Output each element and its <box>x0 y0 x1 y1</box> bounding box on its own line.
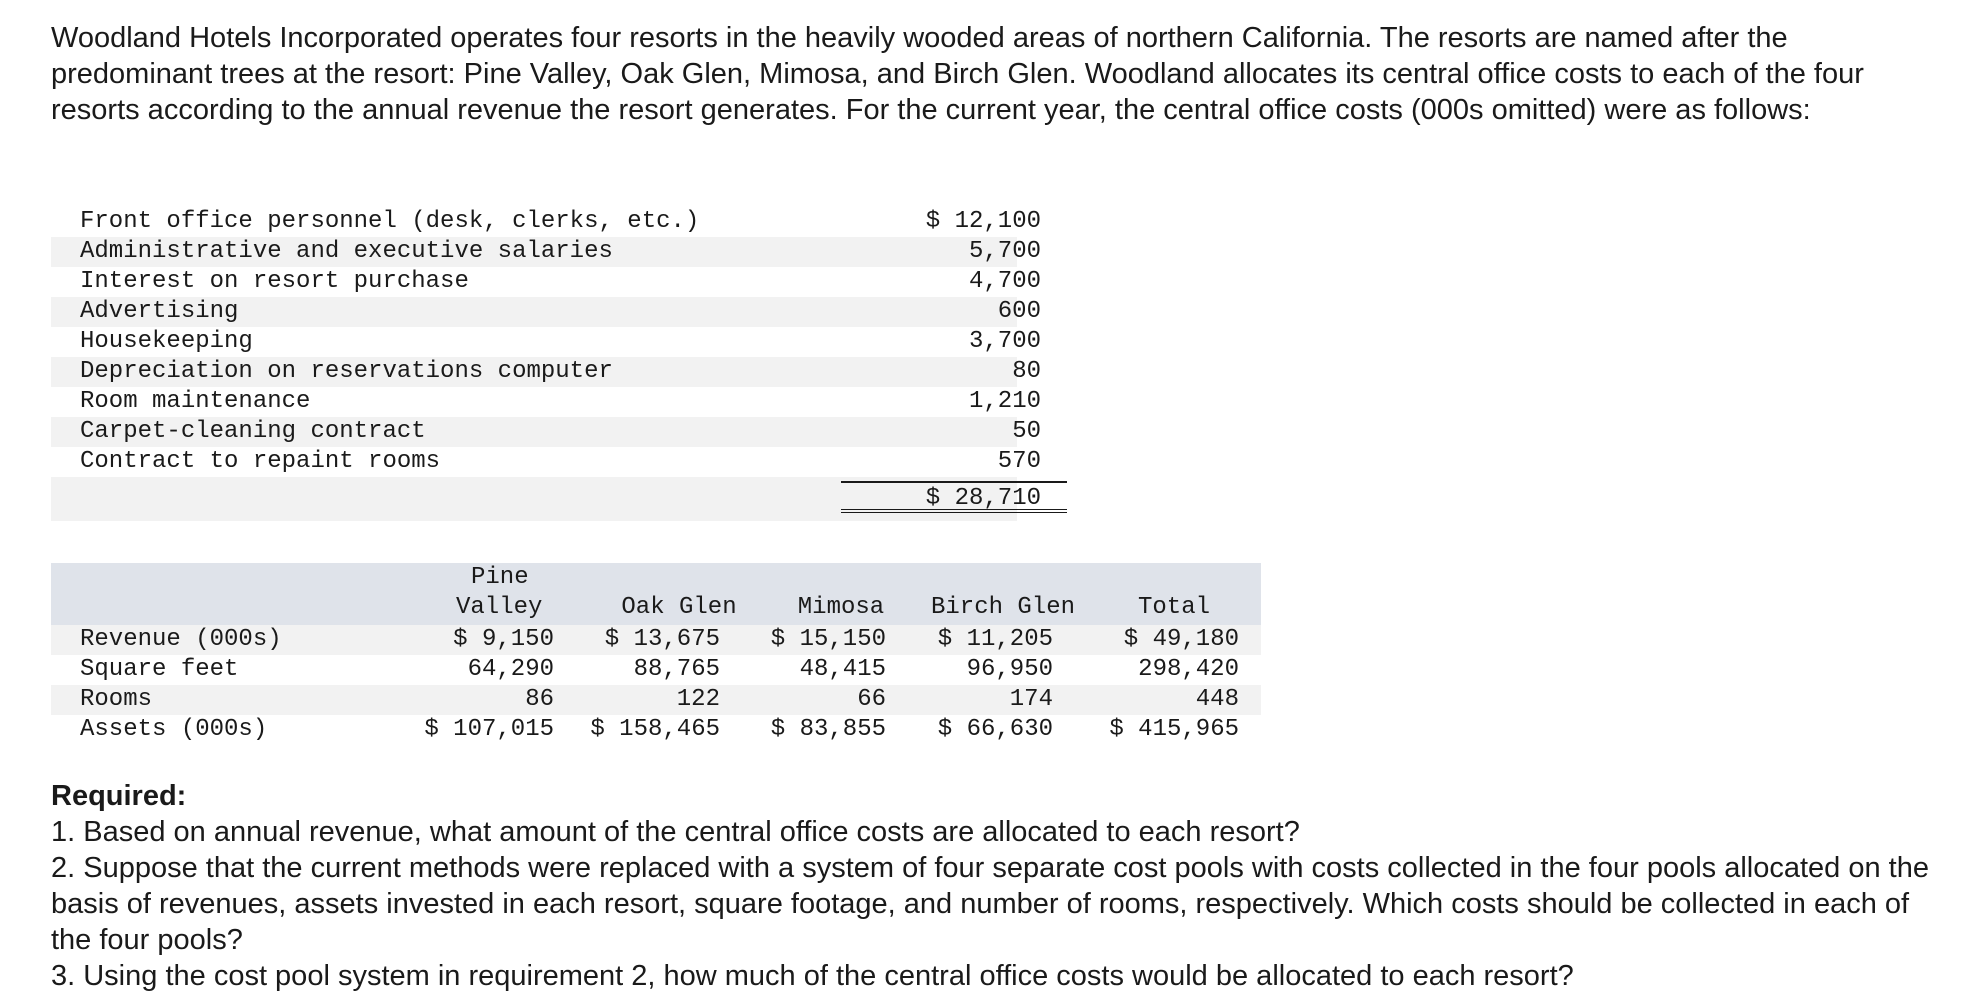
cost-amount: $ 12,100 <box>925 208 1041 235</box>
oak-value: $ 158,465 <box>590 716 720 743</box>
cost-amount: 4,700 <box>968 268 1041 295</box>
required-section <box>51 778 1941 994</box>
cost-amount: 50 <box>1012 418 1041 445</box>
cost-amount: 3,700 <box>968 328 1041 355</box>
cost-label: Carpet-cleaning contract <box>80 418 426 445</box>
header-birch-glen: Birch Glen <box>930 594 1076 621</box>
pine-value: 86 <box>525 686 554 713</box>
cost-label: Housekeeping <box>80 328 253 355</box>
header-mimosa: Mimosa <box>797 594 885 621</box>
birch-value: $ 66,630 <box>937 716 1053 743</box>
total-value: 298,420 <box>1138 656 1239 683</box>
resort-table-header <box>51 563 1261 625</box>
row-label: Revenue (000s) <box>80 626 282 653</box>
oak-value: 88,765 <box>633 656 720 683</box>
requirement-1: 1. Based on annual revenue, what amount of the central office costs are allocated to each resort? <box>51 816 1300 848</box>
cost-label: Room maintenance <box>80 388 311 415</box>
cost-label: Front office personnel (desk, clerks, etc.) <box>80 208 700 235</box>
requirement-3: 3. Using the cost pool system in requirement 2, how much of the central office costs would be allocated to each resort? <box>51 960 1574 992</box>
total-value: 448 <box>1195 686 1239 713</box>
central-office-costs-table <box>51 207 1041 521</box>
cost-amount: 570 <box>997 448 1041 475</box>
resort-row <box>51 715 1261 745</box>
cost-total: $ 28,710 <box>925 485 1041 512</box>
requirement-2: 2. Suppose that the current methods were replaced with a system of four separate cost pools with costs collected in the four pools allocated on the basis of revenues, assets invested in each resort, square footage, and number of rooms, respectively. Which costs should be collected in each of the four pools? <box>51 852 1929 956</box>
cost-label: Depreciation on reservations computer <box>80 358 613 385</box>
oak-value: $ 13,675 <box>604 626 720 653</box>
cost-amount: 600 <box>997 298 1041 325</box>
cost-row <box>51 357 1041 387</box>
cost-label: Interest on resort purchase <box>80 268 469 295</box>
cost-row <box>51 207 1041 237</box>
required-title: Required: <box>51 780 187 812</box>
header-pine-line1: Pine <box>471 564 529 591</box>
birch-value: 174 <box>1009 686 1053 713</box>
header-pine-line2: Valley <box>456 594 543 621</box>
pine-value: 64,290 <box>467 656 554 683</box>
cost-total-row <box>51 477 1041 521</box>
total-value: $ 49,180 <box>1123 626 1239 653</box>
cost-label: Contract to repaint rooms <box>80 448 441 475</box>
row-label: Rooms <box>80 686 153 713</box>
pine-value: $ 107,015 <box>424 716 554 743</box>
oak-value: 122 <box>676 686 720 713</box>
cost-row <box>51 297 1041 327</box>
cost-row <box>51 237 1041 267</box>
cost-label: Administrative and executive salaries <box>80 238 613 265</box>
cost-amount: 5,700 <box>968 238 1041 265</box>
cost-label: Advertising <box>80 298 239 325</box>
birch-value: $ 11,205 <box>937 626 1053 653</box>
header-oak-glen: Oak Glen <box>621 594 737 621</box>
cost-row <box>51 387 1041 417</box>
mimosa-value: 66 <box>857 686 886 713</box>
resort-row <box>51 625 1261 655</box>
resort-data-table <box>51 563 1261 745</box>
row-label: Square feet <box>80 656 239 683</box>
mimosa-value: $ 83,855 <box>770 716 886 743</box>
mimosa-value: $ 15,150 <box>770 626 886 653</box>
cost-amount: 1,210 <box>968 388 1041 415</box>
pine-value: $ 9,150 <box>453 626 554 653</box>
birch-value: 96,950 <box>966 656 1053 683</box>
cost-row <box>51 267 1041 297</box>
cost-row <box>51 327 1041 357</box>
resort-row <box>51 685 1261 715</box>
header-total: Total <box>1137 594 1210 621</box>
cost-row <box>51 447 1041 477</box>
cost-amount: 80 <box>1012 358 1041 385</box>
mimosa-value: 48,415 <box>799 656 886 683</box>
cost-row <box>51 417 1041 447</box>
row-label: Assets (000s) <box>80 716 268 743</box>
total-value: $ 415,965 <box>1109 716 1239 743</box>
resort-row <box>51 655 1261 685</box>
problem-intro: Woodland Hotels Incorporated operates four resorts in the heavily wooded areas of northern California. The resorts are named after the predominant trees at the resort: Pine Valley, Oak Glen, Mimosa, and Birch Glen. Woodland allocates its central office costs to each of the four resorts according to the annual revenue the resort generates. For the current year, the central office costs (000s omitted) were as follows: <box>51 22 1864 126</box>
